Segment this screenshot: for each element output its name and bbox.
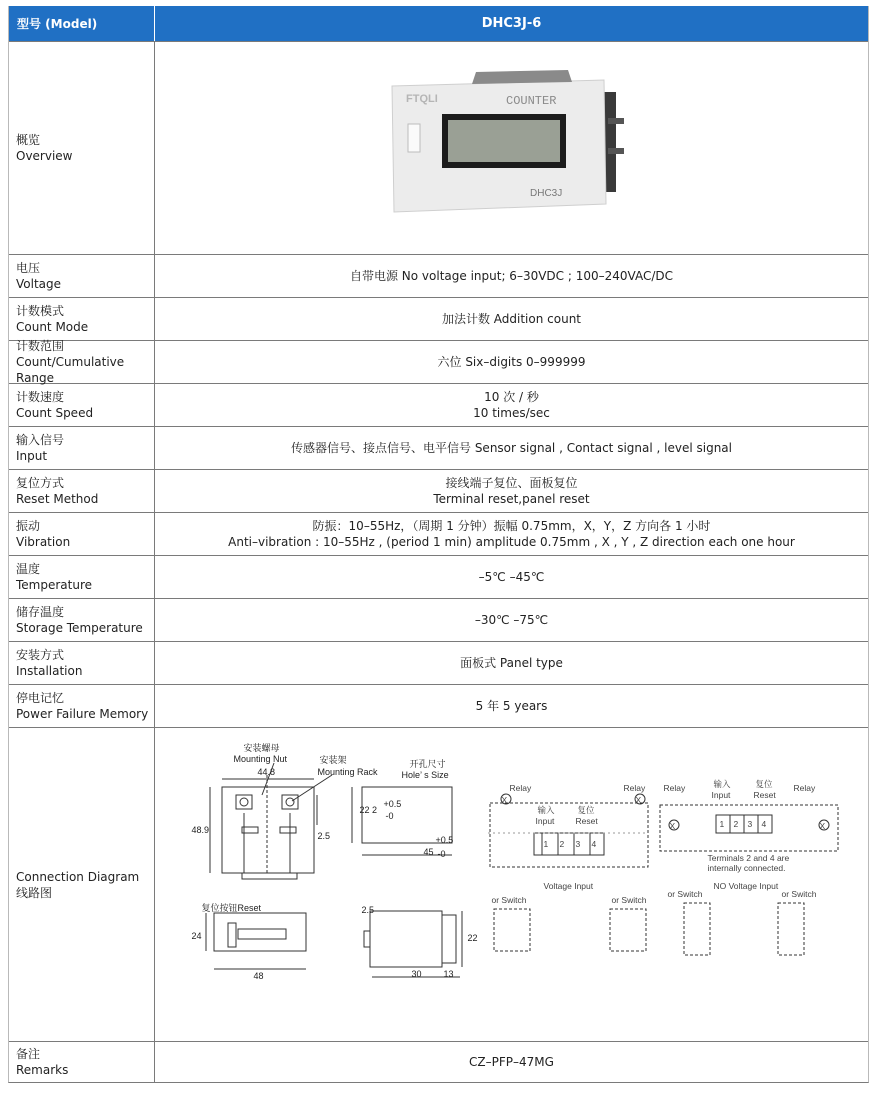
tol-minus-0a: -0 bbox=[385, 810, 394, 821]
spec-row bbox=[9, 555, 868, 598]
spec-label-en: Storage Temperature bbox=[16, 621, 143, 635]
voltage-input-label: Voltage Input bbox=[543, 880, 594, 891]
nut-label-en: Mounting Nut bbox=[233, 753, 288, 764]
counter-product-image bbox=[382, 68, 642, 228]
spec-label-en: Count/Cumulative Range bbox=[16, 355, 125, 385]
spec-value-line: 面板式 Panel type bbox=[460, 656, 563, 670]
terminal-5: 1 bbox=[719, 818, 725, 829]
spec-row bbox=[9, 512, 868, 555]
switch-label-3: or Switch bbox=[667, 888, 703, 899]
spec-label-en: Reset Method bbox=[16, 492, 99, 506]
spec-value-line: 接线端子复位、面板复位 bbox=[445, 476, 578, 490]
switch-scheme-4 bbox=[778, 903, 804, 955]
dim-48: 48 bbox=[253, 970, 264, 981]
spec-row bbox=[9, 598, 868, 641]
switch-label-2: or Switch bbox=[611, 894, 647, 905]
spec-label bbox=[9, 341, 155, 383]
remarks-label-en: Remarks bbox=[16, 1063, 69, 1077]
spec-value bbox=[155, 298, 868, 340]
spec-label-cn: 计数模式 bbox=[16, 304, 65, 318]
spec-value bbox=[155, 556, 868, 598]
spec-row bbox=[9, 383, 868, 426]
relay-label-4: Relay bbox=[793, 782, 816, 793]
tol-plus-0-5a: +0.5 bbox=[383, 798, 402, 809]
spec-label-en: Vibration bbox=[16, 535, 71, 549]
overview-label-en: Overview bbox=[16, 149, 73, 163]
brand-logo: FTQLI bbox=[405, 93, 438, 105]
terminal-2: 2 bbox=[559, 838, 565, 849]
spec-label-en: Voltage bbox=[16, 277, 62, 291]
switch-label-4: or Switch bbox=[781, 888, 817, 899]
relay-scheme-1 bbox=[490, 803, 648, 867]
spec-label-en: Input bbox=[16, 449, 48, 463]
spec-row bbox=[9, 641, 868, 684]
dim-44-8: 44.8 bbox=[257, 766, 276, 777]
spec-label-en: Installation bbox=[16, 664, 83, 678]
spec-label-en: Count Mode bbox=[16, 320, 89, 334]
spec-label bbox=[9, 685, 155, 727]
spec-label-cn: 复位方式 bbox=[16, 476, 65, 490]
terminal-7: 3 bbox=[747, 818, 753, 829]
reset-button-label: 复位按钮Reset bbox=[201, 902, 262, 913]
spec-label bbox=[9, 384, 155, 426]
spec-value bbox=[155, 255, 868, 297]
spec-value-line: –5℃ –45℃ bbox=[478, 570, 545, 584]
dim-45: 45 bbox=[423, 846, 434, 857]
terminal-3: 3 bbox=[575, 838, 581, 849]
x-mark-1: X bbox=[501, 794, 508, 805]
dim-22: 22 bbox=[467, 932, 478, 943]
hole-label-cn: 开孔尺寸 bbox=[409, 758, 446, 769]
spec-label bbox=[9, 556, 155, 598]
spec-row bbox=[9, 469, 868, 512]
rack-label-en: Mounting Rack bbox=[317, 766, 378, 777]
terminal-4: 4 bbox=[591, 838, 597, 849]
spec-label bbox=[9, 255, 155, 297]
connection-diagram bbox=[162, 735, 862, 1035]
spec-value bbox=[155, 599, 868, 641]
spec-value bbox=[155, 685, 868, 727]
header-model: DHC3J-6 bbox=[481, 15, 542, 31]
switch-scheme-1 bbox=[494, 909, 530, 951]
x-mark-2: X bbox=[635, 794, 642, 805]
model-text: DHC3J bbox=[529, 188, 562, 199]
input-label-en-1: Input bbox=[535, 815, 555, 826]
spec-value-line: 六位 Six–digits 0–999999 bbox=[437, 355, 586, 369]
table-header bbox=[9, 6, 868, 41]
spec-label bbox=[9, 470, 155, 512]
reset-label-en-1: Reset bbox=[575, 815, 598, 826]
dim-30: 30 bbox=[411, 968, 422, 979]
no-voltage-input-label: NO Voltage Input bbox=[713, 880, 779, 891]
overview-label bbox=[9, 42, 155, 254]
spec-label-cn: 停电记忆 bbox=[16, 691, 65, 705]
spec-label-cn: 输入信号 bbox=[16, 433, 65, 447]
reset-button bbox=[408, 124, 420, 152]
switch-scheme-2 bbox=[610, 909, 646, 951]
tol-minus-0b: -0 bbox=[437, 848, 446, 859]
remarks-label-cn: 备注 bbox=[16, 1047, 41, 1061]
terminal-6: 2 bbox=[733, 818, 739, 829]
diagram-label-en: Connection Diagram bbox=[16, 869, 140, 884]
header-label: 型号 (Model) bbox=[9, 6, 155, 41]
spec-value bbox=[155, 470, 868, 512]
spec-row bbox=[9, 340, 868, 383]
spec-value bbox=[155, 427, 868, 469]
nut-label-cn: 安装螺母 bbox=[243, 742, 280, 753]
overview-row bbox=[9, 41, 868, 254]
spec-label-cn: 安装方式 bbox=[16, 648, 65, 662]
reset-label-cn-1: 复位 bbox=[577, 804, 595, 815]
spec-value-line: 10 次 / 秒 bbox=[484, 390, 539, 404]
x-mark-4: X bbox=[819, 820, 826, 831]
terminals-note-1: Terminals 2 and 4 are bbox=[707, 852, 790, 863]
spec-label-cn: 储存温度 bbox=[16, 605, 65, 619]
spec-row bbox=[9, 254, 868, 297]
input-label-en-2: Input bbox=[711, 789, 731, 800]
terminal-1: 1 bbox=[543, 838, 549, 849]
diagram-cell bbox=[155, 728, 868, 1041]
spec-row bbox=[9, 426, 868, 469]
spec-label bbox=[9, 298, 155, 340]
spec-row bbox=[9, 684, 868, 727]
diagram-label bbox=[9, 728, 155, 1041]
remarks-value: CZ–PFP–47MG bbox=[469, 1055, 554, 1069]
spec-row bbox=[9, 297, 868, 340]
input-label-cn-1: 输入 bbox=[537, 804, 555, 815]
tol-plus-0-5b: +0.5 bbox=[435, 834, 454, 845]
spec-value-line: 5 年 5 years bbox=[475, 699, 548, 713]
spec-label-cn: 电压 bbox=[16, 261, 41, 275]
switch-scheme-3 bbox=[684, 903, 710, 955]
switch-label-1: or Switch bbox=[491, 894, 527, 905]
spec-value-line: Anti–vibration : 10–55Hz , (period 1 min) amplitude 0.75mm , X , Y , Z direction each one hour bbox=[228, 535, 795, 549]
spec-label-en: Count Speed bbox=[16, 406, 94, 420]
rack-label-cn: 安装架 bbox=[319, 754, 347, 765]
spec-value bbox=[155, 341, 868, 383]
terminals-note-2: internally connected. bbox=[707, 862, 786, 873]
spec-value-line: 10 times/sec bbox=[473, 406, 550, 420]
spec-value-line: Terminal reset,panel reset bbox=[433, 492, 590, 506]
spec-value bbox=[155, 384, 868, 426]
spec-table bbox=[8, 6, 869, 1083]
spec-label-en: Temperature bbox=[16, 578, 93, 592]
spec-value-line: 传感器信号、接点信号、电平信号 Sensor signal , Contact signal , level signal bbox=[291, 441, 732, 455]
spec-label bbox=[9, 599, 155, 641]
dim-24: 24 bbox=[191, 930, 202, 941]
reset-label-en-2: Reset bbox=[753, 789, 776, 800]
spec-label-en: Power Failure Memory bbox=[16, 707, 149, 721]
side-view-outline bbox=[370, 911, 442, 967]
panel-text: COUNTER bbox=[505, 94, 556, 108]
dim-22-2: 22 2 bbox=[359, 804, 378, 815]
terminal-8: 4 bbox=[761, 818, 767, 829]
spec-value-line: –30℃ –75℃ bbox=[474, 613, 549, 627]
remarks-row bbox=[9, 1041, 868, 1082]
dim-2-5a: 2.5 bbox=[317, 830, 331, 841]
overview-image-cell bbox=[155, 42, 868, 254]
spec-label-cn: 振动 bbox=[16, 519, 41, 533]
spec-value-line: 防振：10–55Hz，（周期 1 分钟）振幅 0.75mm，X，Y，Z 方向各 1 小时 bbox=[312, 519, 711, 533]
x-mark-3: X bbox=[669, 820, 676, 831]
spec-label bbox=[9, 427, 155, 469]
relay-label-2: Relay bbox=[623, 782, 646, 793]
spec-value-line: 自带电源 No voltage input; 6–30VDC ; 100–240VAC/DC bbox=[349, 269, 674, 283]
spec-label bbox=[9, 642, 155, 684]
spec-label bbox=[9, 513, 155, 555]
mounting-clip bbox=[472, 70, 572, 84]
dim-48-9: 48.9 bbox=[191, 824, 210, 835]
hole-label-en: Hole’ s Size bbox=[401, 769, 449, 780]
relay-label-1: Relay bbox=[509, 782, 532, 793]
spec-value bbox=[155, 513, 868, 555]
diagram-label-cn: 线路图 bbox=[16, 885, 53, 900]
spec-value bbox=[155, 642, 868, 684]
spec-label-cn: 温度 bbox=[16, 562, 41, 576]
relay-label-3: Relay bbox=[663, 782, 686, 793]
reset-label-cn-2: 复位 bbox=[755, 778, 773, 789]
spec-value-line: 加法计数 Addition count bbox=[441, 312, 582, 326]
diagram-row bbox=[9, 727, 868, 1041]
dim-2-5b: 2.5 bbox=[361, 904, 375, 915]
spec-label-cn: 计数范围 bbox=[16, 339, 65, 353]
overview-label-cn: 概览 bbox=[16, 133, 41, 147]
input-label-cn-2: 输入 bbox=[713, 778, 731, 789]
spec-label-cn: 计数速度 bbox=[16, 390, 65, 404]
remarks-label bbox=[9, 1042, 155, 1082]
dim-13: 13 bbox=[443, 968, 454, 979]
